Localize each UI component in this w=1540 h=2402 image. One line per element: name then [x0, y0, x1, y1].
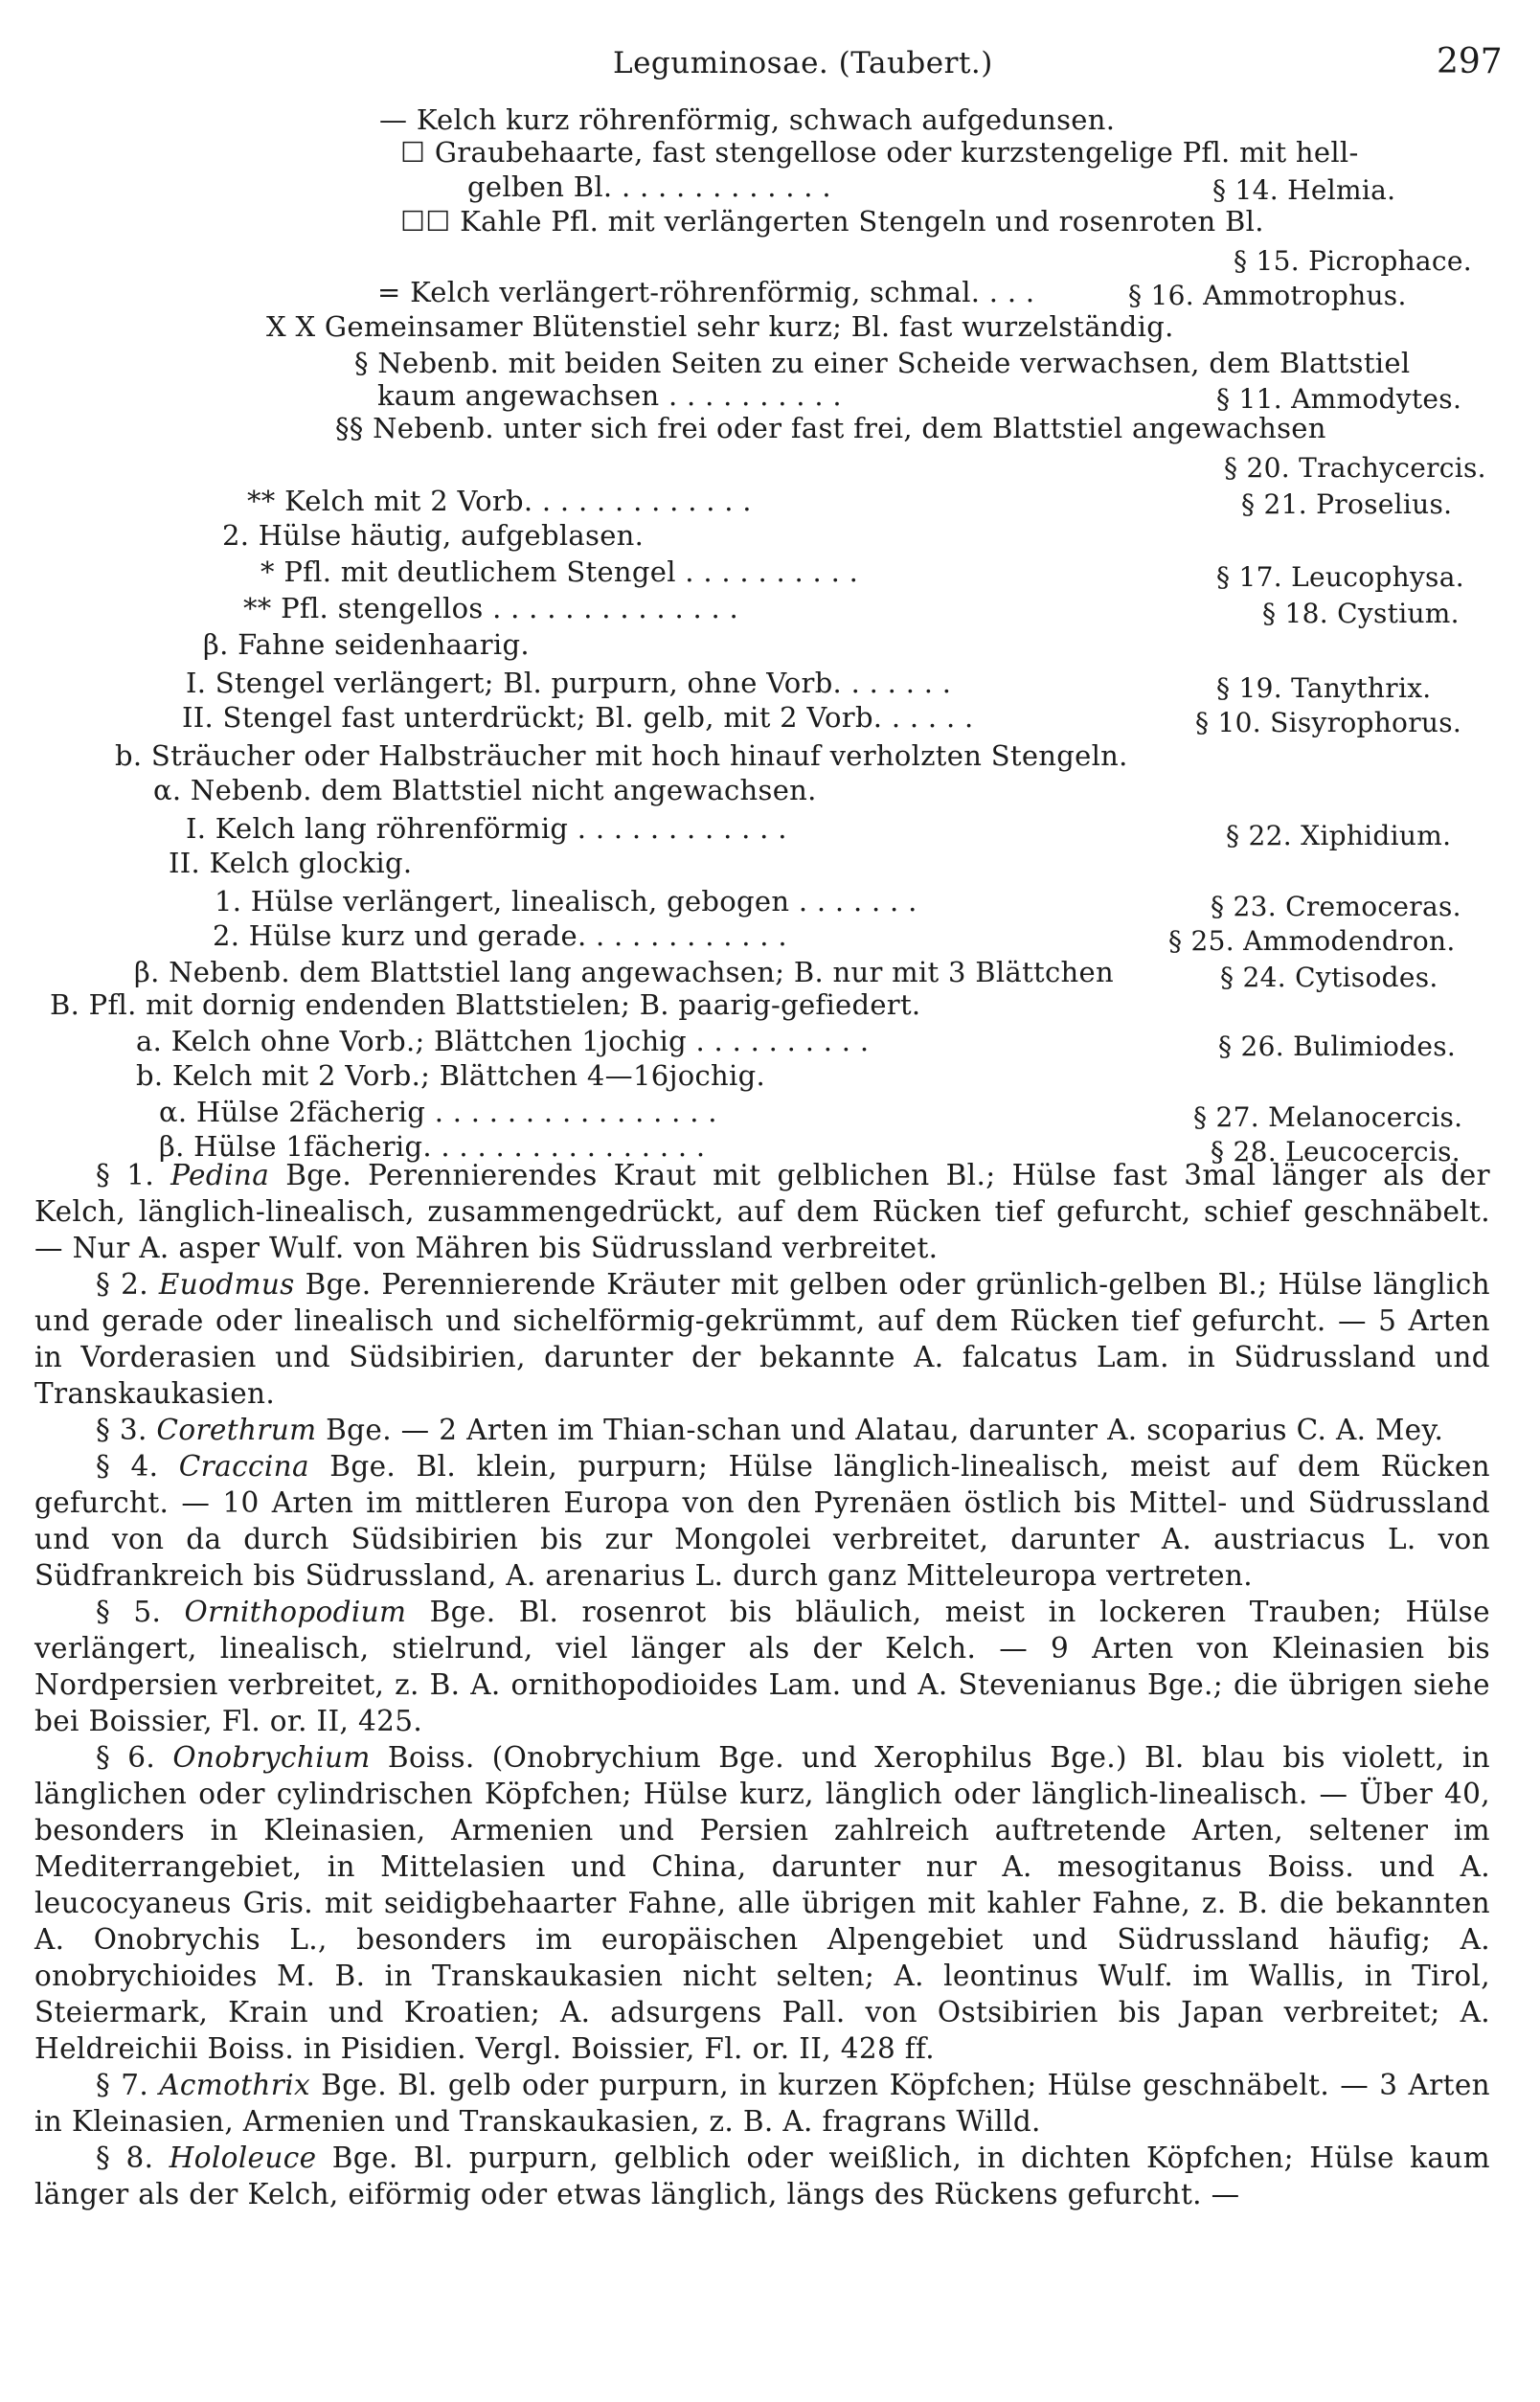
- key-reference: § 26. Bulimiodes.: [1218, 1031, 1457, 1062]
- key-line: I. Stengel verlängert; Bl. purpurn, ohne Vorb. . . . . . .: [186, 667, 952, 699]
- key-line: — Kelch kurz röhrenförmig, schwach aufgedunsen.: [379, 103, 1116, 136]
- section-name: Euodmus: [158, 1268, 295, 1301]
- section-name: Acmothrix: [159, 2069, 311, 2101]
- section-paragraph: [34, 1739, 1490, 2067]
- key-reference: § 11. Ammodytes.: [1216, 383, 1462, 415]
- key-line: α. Hülse 2fächerig . . . . . . . . . . . . . . . .: [159, 1096, 717, 1128]
- section-paragraph: [34, 2140, 1490, 2212]
- key-line: II. Stengel fast unterdrückt; Bl. gelb, mit 2 Vorb. . . . . .: [182, 701, 974, 734]
- key-reference: § 17. Leucophysa.: [1216, 561, 1464, 593]
- key-reference: § 24. Cytisodes.: [1220, 962, 1438, 993]
- key-line: b. Sträucher oder Halbsträucher mit hoch hinauf verholzten Stengeln.: [115, 739, 1128, 772]
- section-text: Bge. Bl. purpurn, gelblich oder weißlich, in dichten Köpfchen; Hülse kaum länger als der Kelch, eiförmig oder etwas länglich, längs des Rückens gefurcht. —: [34, 2141, 1490, 2210]
- key-reference: § 14. Helmia.: [1212, 174, 1396, 206]
- key-line: 2. Hülse kurz und gerade. . . . . . . . . . . .: [213, 919, 787, 952]
- key-line: gelben Bl. . . . . . . . . . . . .: [467, 170, 831, 203]
- key-line: ** Pfl. stengellos . . . . . . . . . . . . . .: [243, 592, 739, 624]
- section-text: Bge. — 2 Arten im Thian-schan und Alatau, darunter A. scoparius C. A. Mey.: [316, 1414, 1444, 1446]
- key-line: §§ Nebenb. unter sich frei oder fast frei, dem Blattstiel angewachsen: [335, 412, 1326, 444]
- key-reference: § 27. Melanocercis.: [1193, 1101, 1463, 1133]
- key-reference: § 15. Picrophace.: [1234, 245, 1472, 277]
- section-number: § 3.: [96, 1414, 147, 1446]
- section-number: § 5.: [96, 1596, 162, 1628]
- page-header: [0, 38, 1540, 96]
- key-reference: § 28. Leucocercis.: [1211, 1136, 1461, 1167]
- section-text: Bge. Perennierende Kräuter mit gelben oder grünlich-gelben Bl.; Hülse länglich und gerade oder linealisch und sichelförmig-gekrümmt, auf dem Rücken tief gefurcht. — 5 Arten in Vorderasien und Südsibirien, darunter der bekannte A. falcatus Lam. in Südrussland und Transkaukasien.: [34, 1268, 1490, 1410]
- key-line: α. Nebenb. dem Blattstiel nicht angewachsen.: [153, 774, 817, 806]
- section-paragraph: [34, 2067, 1490, 2140]
- key-reference: § 21. Proselius.: [1241, 488, 1453, 520]
- key-line: 2. Hülse häutig, aufgeblasen.: [222, 519, 645, 552]
- section-paragraph: [34, 1266, 1490, 1412]
- section-number: § 7.: [96, 2069, 149, 2101]
- key-line: ** Kelch mit 2 Vorb. . . . . . . . . . . . .: [247, 485, 752, 517]
- key-line: ☐ Graubehaarte, fast stengellose oder kurzstengelige Pfl. mit hell-: [400, 136, 1359, 169]
- section-text: Bge. Bl. rosenrot bis bläulich, meist in lockeren Trauben; Hülse verlängert, linealisch, stielrund, viel länger als der Kelch. — 9 Arten von Kleinasien bis Nordpersien verbreitet, z. B. A. ornithopodioides Lam. und A. Stevenianus Bge.; die übrigen siehe bei Boissier, Fl. or. II, 425.: [34, 1596, 1490, 1737]
- section-number: § 6.: [96, 1741, 156, 1774]
- key-line: * Pfl. mit deutlichem Stengel . . . . . . . . . .: [260, 555, 859, 588]
- key-line: b. Kelch mit 2 Vorb.; Blättchen 4—16jochig.: [136, 1059, 765, 1092]
- key-line: 1. Hülse verlängert, linealisch, gebogen . . . . . . .: [215, 885, 917, 918]
- section-paragraph: [34, 1448, 1490, 1594]
- key-reference: § 20. Trachycercis.: [1224, 452, 1486, 484]
- key-line: a. Kelch ohne Vorb.; Blättchen 1jochig . . . . . . . . . .: [136, 1025, 870, 1057]
- section-number: § 2.: [96, 1268, 148, 1301]
- section-number: § 1.: [96, 1159, 155, 1191]
- key-reference: § 10. Sisyrophorus.: [1195, 707, 1462, 738]
- key-line: B. Pfl. mit dornig endenden Blattstielen; B. paarig-gefiedert.: [50, 988, 921, 1021]
- key-line: II. Kelch glockig.: [169, 847, 413, 879]
- section-text: Boiss. (Onobrychium Bge. und Xerophilus Bge.) Bl. blau bis violett, in länglichen oder cylindrischen Köpfchen; Hülse kurz, länglich oder länglich-linealisch. — Über 40, besonders in Kleinasien, Armenien und Persien zahlreich auftretende Arten, seltener im Mediterrangebiet, in Mittelasien und China, darunter nur A. mesogitanus Boiss. und A. leucocyaneus Gris. mit seidigbehaarter Fahne, alle übrigen mit kahler Fahne, z. B. die bekannten A. Onobrychis L., besonders im europäischen Alpengebiet und Südrussland häufig; A. onobrychioides M. B. in Transkaukasien nicht selten; A. leontinus Wulf. im Wallis, in Tirol, Steiermark, Krain und Kroatien; A. adsurgens Pall. von Ostsibirien bis Japan verbreitet; A. Heldreichii Boiss. in Pisidien. Vergl. Boissier, Fl. or. II, 428 ff.: [34, 1741, 1490, 2065]
- key-line: kaum angewachsen . . . . . . . . . .: [377, 379, 842, 412]
- page-number: 297: [1437, 42, 1503, 81]
- section-name: Ornithopodium: [184, 1596, 407, 1628]
- section-paragraph: [34, 1412, 1490, 1448]
- key-reference: § 16. Ammotrophus.: [1128, 280, 1407, 311]
- key-reference: § 23. Cremoceras.: [1211, 891, 1461, 922]
- section-paragraph: [34, 1594, 1490, 1739]
- section-text: Bge. Bl. klein, purpurn; Hülse länglich-linealisch, meist auf dem Rücken gefurcht. — 10 Arten im mittleren Europa von den Pyrenäen östlich bis Mittel- und Südrussland und von da durch Südsibirien bis zur Mongolei verbreitet, darunter A. austriacus L. von Südfrankreich bis Südrussland, A. arenarius L. durch ganz Mitteleuropa vertreten.: [34, 1450, 1490, 1592]
- key-line: I. Kelch lang röhrenförmig . . . . . . . . . . . .: [186, 812, 787, 845]
- key-reference: § 22. Xiphidium.: [1226, 820, 1452, 851]
- section-name: Craccina: [178, 1450, 309, 1483]
- key-line: X X Gemeinsamer Blütenstiel sehr kurz; Bl. fast wurzelständig.: [266, 310, 1174, 343]
- section-descriptions: [34, 1157, 1490, 2212]
- section-paragraph: [34, 1157, 1490, 1266]
- key-line: β. Nebenb. dem Blattstiel lang angewachsen; B. nur mit 3 Blättchen: [134, 956, 1114, 988]
- key-line: β. Hülse 1fächerig. . . . . . . . . . . . . . . .: [159, 1130, 706, 1163]
- section-name: Hololeuce: [169, 2141, 317, 2174]
- key-line: β. Fahne seidenhaarig.: [203, 628, 530, 661]
- section-name: Pedina: [170, 1159, 270, 1191]
- section-text: Bge. Perennierendes Kraut mit gelblichen Bl.; Hülse fast 3mal länger als der Kelch, länglich-linealisch, zusammengedrückt, auf dem Rücken tief gefurcht, schief geschnäbelt. — Nur A. asper Wulf. von Mähren bis Südrussland verbreitet.: [34, 1159, 1490, 1264]
- key-line: § Nebenb. mit beiden Seiten zu einer Scheide verwachsen, dem Blattstiel: [354, 347, 1411, 379]
- section-number: § 8.: [96, 2141, 154, 2174]
- key-line: ☐☐ Kahle Pfl. mit verlängerten Stengeln und rosenroten Bl.: [400, 205, 1264, 238]
- section-text: Bge. Bl. gelb oder purpurn, in kurzen Köpfchen; Hülse geschnäbelt. — 3 Arten in Kleinasien, Armenien und Transkaukasien, z. B. A. fragrans Willd.: [34, 2069, 1490, 2138]
- key-line: = Kelch verlängert-röhrenförmig, schmal. . . .: [377, 276, 1035, 308]
- key-reference: § 19. Tanythrix.: [1216, 672, 1432, 704]
- section-name: Onobrychium: [172, 1741, 371, 1774]
- section-number: § 4.: [96, 1450, 159, 1483]
- running-head: Leguminosae. (Taubert.): [613, 46, 993, 80]
- key-reference: § 25. Ammodendron.: [1168, 925, 1456, 957]
- key-reference: § 18. Cystium.: [1262, 598, 1460, 629]
- section-name: Corethrum: [156, 1414, 317, 1446]
